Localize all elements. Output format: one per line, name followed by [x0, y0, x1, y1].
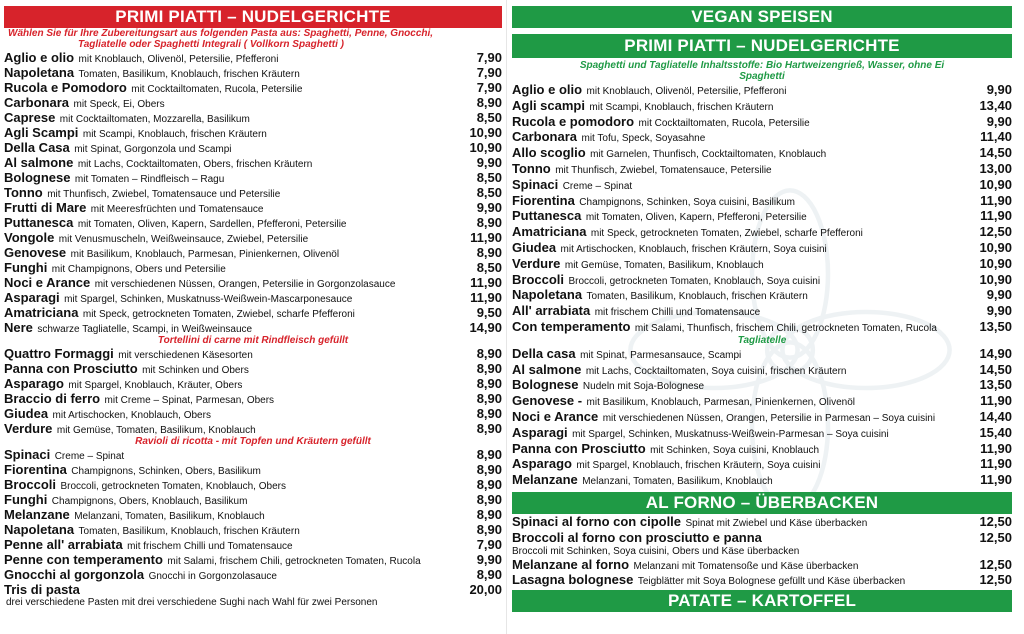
- dish-name: Braccio di ferro: [4, 391, 101, 406]
- tagliatelle-label: Tagliatelle: [737, 334, 787, 346]
- dish-price: 8,90: [476, 361, 502, 376]
- menu-item: [4, 406, 502, 421]
- patate-header: PATATE – KARTOFFEL: [512, 590, 1012, 612]
- menu-item: [4, 155, 502, 170]
- dish-name: Panna con Prosciutto: [512, 440, 646, 456]
- menu-item: [512, 362, 1012, 378]
- dish-price: 13,00: [979, 160, 1012, 176]
- menu-item: [4, 290, 502, 305]
- dish-name: Giudea: [512, 239, 557, 255]
- dish-name: Verdure: [4, 421, 53, 436]
- dish-price: 14,50: [979, 145, 1012, 161]
- dish-name: Funghi: [4, 492, 48, 507]
- menu-item: [4, 185, 502, 200]
- menu-item: [512, 98, 1012, 114]
- menu-item: [512, 319, 1012, 335]
- dish-description: mit Knoblauch, Olivenöl, Petersilie, Pfefferoni: [78, 54, 279, 65]
- dish-description: Champignons, Obers, Knoblauch, Basilikum: [51, 496, 248, 507]
- dish-price: 8,90: [476, 391, 502, 406]
- dish-price: 8,90: [476, 245, 502, 260]
- dish-name: Gnocchi al gorgonzola: [4, 567, 145, 582]
- dish-price: 11,90: [980, 393, 1012, 409]
- dish-name: Amatriciana: [512, 224, 587, 240]
- dish-description: mit Speck, getrockneten Tomaten, Zwiebel, scharfe Pfefferoni: [590, 228, 863, 240]
- dish-name: Tris di pasta: [4, 582, 80, 597]
- dish-description: mit Spinat, Parmesansauce, Scampi: [580, 349, 742, 361]
- dish-price: 11,40: [980, 129, 1012, 145]
- dish-price: 8,90: [476, 567, 502, 582]
- dish-name: Genovese: [4, 245, 67, 260]
- tortellini-list: [4, 346, 502, 436]
- dish-name: Allo scoglio: [512, 145, 586, 161]
- dish-name: Amatriciana: [4, 305, 79, 320]
- menu-item: [512, 572, 1012, 588]
- dish-description: mit Lachs, Cocktailtomaten, Soya cuisini, frischen Kräutern: [585, 365, 847, 377]
- dish-name: Napoletana: [4, 522, 75, 537]
- dish-description: Tomaten, Basilikum, Knoblauch, frischen Kräutern: [586, 291, 808, 303]
- dish-description: Champignons, Schinken, Soya cuisini, Basilikum: [579, 196, 795, 208]
- dish-description: mit Speck, Ei, Obers: [73, 99, 165, 110]
- dish-description: mit Lachs, Cocktailtomaten, Obers, frischen Kräutern: [77, 159, 313, 170]
- dish-name: Puttanesca: [4, 215, 74, 230]
- dish-name: Al salmone: [4, 155, 74, 170]
- dish-name: Aglio e olio: [4, 50, 75, 65]
- dish-name: Carbonara: [4, 95, 70, 110]
- dish-description: Creme – Spinat: [562, 180, 633, 192]
- menu-item: [512, 208, 1012, 224]
- menu-item: [4, 507, 502, 522]
- dish-price: 8,50: [476, 260, 502, 275]
- menu-item: [512, 272, 1012, 288]
- dish-name: Penne all' arrabiata: [4, 537, 123, 552]
- dish-price: 9,90: [986, 303, 1012, 319]
- dish-price: 10,90: [979, 271, 1012, 287]
- dish-description: mit verschiedenen Käsesorten: [118, 350, 253, 361]
- menu-item: [512, 177, 1012, 193]
- ingredients-note: Spaghetti und Tagliatelle Inhaltsstoffe: Bio Hartweizengrieß, Wasser, ohne Ei: [579, 60, 945, 71]
- dish-description: mit Spargel, Knoblauch, frischen Kräutern, Soya cuisini: [576, 460, 821, 472]
- menu-item: [512, 530, 1012, 546]
- menu-item: [512, 240, 1012, 256]
- vegan-header: VEGAN SPEISEN: [512, 6, 1012, 28]
- dish-name: Agli Scampi: [4, 125, 79, 140]
- menu-item: [4, 361, 502, 376]
- dish-price: 11,90: [470, 230, 502, 245]
- menu-item: [4, 537, 502, 552]
- dish-name: Asparago: [512, 456, 572, 472]
- pasta-choice-line-1: Wählen Sie für Ihre Zubereitungsart aus folgenden Pasta aus: Spaghetti, Penne, Gnocchi,: [8, 28, 434, 39]
- dish-name: Penne con temperamento: [4, 552, 163, 567]
- dish-description: mit Spinat, Gorgonzola und Scampi: [74, 144, 232, 155]
- dish-description: Broccoli, getrockneten Tomaten, Knoblauch, Obers: [60, 481, 286, 492]
- dish-description: mit Venusmuscheln, Weißweinsauce, Zwiebel, Petersilie: [58, 234, 309, 245]
- dish-name: Della casa: [512, 345, 576, 361]
- pasta-choice-note: [4, 28, 502, 50]
- dish-name: Tonno: [512, 160, 551, 176]
- dish-name: Frutti di Mare: [4, 200, 87, 215]
- dish-description: Broccoli, getrockneten Tomaten, Knoblauch, Soya cuisini: [568, 275, 821, 287]
- dish-price: 9,90: [986, 113, 1012, 129]
- dish-name: Asparago: [4, 376, 64, 391]
- dish-price: 10,90: [979, 176, 1012, 192]
- dish-name: Bolognese: [4, 170, 71, 185]
- dish-price: 9,90: [476, 552, 502, 567]
- dish-price: 7,90: [476, 80, 502, 95]
- dish-description: mit Cocktailtomaten, Rucola, Petersilie: [131, 84, 303, 95]
- dish-price: 20,00: [469, 582, 502, 597]
- ravioli-list: [4, 447, 502, 597]
- dish-price: 12,50: [979, 529, 1012, 545]
- dish-name: Broccoli: [4, 477, 57, 492]
- dish-description: Gnocchi in Gorgonzolasauce: [148, 571, 277, 582]
- menu-item: [4, 170, 502, 185]
- dish-description: mit Meeresfrüchten und Tomatensauce: [90, 204, 264, 215]
- dish-name: Melanzane: [4, 507, 70, 522]
- right-menu-column: [512, 0, 1012, 612]
- dish-name: Verdure: [512, 255, 561, 271]
- menu-item: [512, 129, 1012, 145]
- dish-description: mit Basilikum, Knoblauch, Parmesan, Pinienkernen, Olivenöl: [586, 397, 856, 409]
- dish-name: Melanzane: [512, 472, 578, 488]
- menu-item: [512, 377, 1012, 393]
- dish-name: Quattro Formaggi: [4, 346, 114, 361]
- dish-price: 12,50: [979, 224, 1012, 240]
- dish-name: Asparagi: [512, 424, 568, 440]
- dish-price: 8,90: [476, 462, 502, 477]
- dish-price: 8,50: [476, 185, 502, 200]
- menu-item: [4, 140, 502, 155]
- dish-description: Spinat mit Zwiebel und Käse überbacken: [685, 517, 868, 529]
- dish-name: Funghi: [4, 260, 48, 275]
- vegan-spaghetti-list: [512, 82, 1012, 335]
- menu-item: [512, 303, 1012, 319]
- dish-name: Tonno: [4, 185, 43, 200]
- dish-price: 8,90: [476, 376, 502, 391]
- dish-name: Panna con Prosciutto: [4, 361, 138, 376]
- dish-price: 14,50: [979, 361, 1012, 377]
- dish-price: 8,90: [476, 346, 502, 361]
- dish-price: 12,50: [979, 572, 1012, 588]
- dish-description: mit Gemüse, Tomaten, Basilikum, Knoblauch: [56, 425, 256, 436]
- menu-item: [4, 376, 502, 391]
- menu-item: [512, 224, 1012, 240]
- dish-price: 14,90: [979, 345, 1012, 361]
- dish-name: Genovese -: [512, 393, 583, 409]
- dish-description: mit Thunfisch, Zwiebel, Tomatensauce, Petersilie: [555, 164, 772, 176]
- menu-item: [512, 287, 1012, 303]
- dish-name: Asparagi: [4, 290, 60, 305]
- dish-name: Rucola e pomodoro: [512, 113, 635, 129]
- dish-description: mit Tofu, Speck, Soyasahne: [581, 133, 706, 145]
- dish-name: Con temperamento: [512, 318, 631, 334]
- menu-item: [4, 65, 502, 80]
- dish-price: 7,90: [476, 50, 502, 65]
- dish-price: 11,90: [470, 290, 502, 305]
- dish-name: Spinaci: [4, 447, 51, 462]
- dish-price: 9,90: [986, 287, 1012, 303]
- dish-price: 9,90: [476, 200, 502, 215]
- dish-description: mit Tomaten, Oliven, Kapern, Sardellen, Pfefferoni, Petersilie: [77, 219, 347, 230]
- dish-description: Melanzani, Tomaten, Basilikum, Knoblauch: [74, 511, 265, 522]
- dish-price: 14,40: [979, 408, 1012, 424]
- dish-description: mit Basilikum, Knoblauch, Parmesan, Pinienkernen, Olivenöl: [70, 249, 340, 260]
- dish-price: 10,90: [979, 255, 1012, 271]
- dish-price: 11,90: [980, 440, 1012, 456]
- dish-name: Melanzane al forno: [512, 556, 630, 572]
- menu-item: [512, 256, 1012, 272]
- menu-item: [4, 125, 502, 140]
- dish-name: Nere: [4, 320, 33, 335]
- dish-price: 9,90: [476, 155, 502, 170]
- dish-price: 8,90: [476, 447, 502, 462]
- dish-description: mit Tomaten – Rindfleisch – Ragu: [74, 174, 225, 185]
- menu-item: [4, 582, 502, 597]
- al-forno-list: [512, 514, 1012, 588]
- dish-description: mit Spargel, Schinken, Muskatnuss-Weißwein-Parmesan – Soya cuisini: [572, 428, 889, 440]
- menu-item: [4, 391, 502, 406]
- dish-name: Fiorentina: [4, 462, 67, 477]
- dish-price: 14,90: [469, 320, 502, 335]
- menu-item: [512, 193, 1012, 209]
- pasta-choice-line-2: Tagliatelle oder Spaghetti Integrali ( Vollkorn Spaghetti ): [78, 39, 344, 50]
- menu-item: [512, 441, 1012, 457]
- spaghetti-label: Spaghetti: [739, 71, 785, 82]
- dish-description: Teigblätter mit Soya Bolognese gefüllt und Käse überbacken: [637, 576, 906, 588]
- menu-item: [512, 145, 1012, 161]
- menu-item: [4, 80, 502, 95]
- dish-description: mit Champignons, Obers und Petersilie: [51, 264, 226, 275]
- dish-price: 11,90: [470, 275, 502, 290]
- dish-price: 8,90: [476, 406, 502, 421]
- dish-description: mit Salami, frischem Chili, getrockneten Tomaten, Rucola: [167, 556, 421, 567]
- dish-price: 11,90: [980, 456, 1012, 472]
- menu-item: [512, 114, 1012, 130]
- dish-name: Fiorentina: [512, 192, 575, 208]
- dish-price: 8,90: [476, 492, 502, 507]
- dish-description: mit Gemüse, Tomaten, Basilikum, Knoblauch: [564, 259, 764, 271]
- dish-price: 11,90: [980, 208, 1012, 224]
- dish-name: Della Casa: [4, 140, 70, 155]
- dish-name: Rucola e Pomodoro: [4, 80, 127, 95]
- dish-name: Napoletana: [512, 287, 583, 303]
- dish-description: mit Salami, Thunfisch, frischem Chili, getrockneten Tomaten, Rucola: [634, 322, 937, 334]
- dish-price: 7,90: [476, 65, 502, 80]
- dish-price: 8,90: [476, 477, 502, 492]
- dish-price: 8,90: [476, 421, 502, 436]
- dish-description: mit verschiedenen Nüssen, Orangen, Petersilie in Gorgonzolasauce: [94, 279, 396, 290]
- dish-name: Napoletana: [4, 65, 75, 80]
- dish-description: mit Speck, getrockneten Tomaten, Zwiebel, scharfe Pfefferoni: [82, 309, 355, 320]
- dish-description: mit Artischocken, Knoblauch, frischen Kräutern, Soya cuisini: [560, 243, 827, 255]
- dish-price: 13,50: [979, 377, 1012, 393]
- dish-description: mit Thunfisch, Zwiebel, Tomatensauce und Petersilie: [47, 189, 281, 200]
- dish-price: 10,90: [979, 239, 1012, 255]
- dish-price: 11,90: [980, 192, 1012, 208]
- menu-item: [512, 393, 1012, 409]
- dish-name: Aglio e olio: [512, 82, 583, 97]
- al-forno-header: AL FORNO – ÜBERBACKEN: [512, 492, 1012, 514]
- dish-price: 15,40: [979, 424, 1012, 440]
- tris-note: drei verschiedene Pasten mit drei verschiedene Sughi nach Wahl für zwei Personen: [6, 597, 378, 608]
- dish-description: Melanzani mit Tomatensoße und Käse überbacken: [633, 560, 859, 572]
- menu-item: [4, 492, 502, 507]
- dish-price: 12,50: [979, 513, 1012, 529]
- left-menu-column: [4, 0, 502, 608]
- dish-description: mit Knoblauch, Olivenöl, Petersilie, Pfefferoni: [586, 86, 787, 97]
- dish-price: 8,90: [476, 95, 502, 110]
- menu-item: [512, 82, 1012, 98]
- dish-name: Giudea: [4, 406, 49, 421]
- menu-item: [4, 567, 502, 582]
- menu-item: [4, 346, 502, 361]
- dish-description: mit Scampi, Knoblauch, frischen Kräutern: [82, 129, 267, 140]
- menu-item: [4, 447, 502, 462]
- dish-description: Creme – Spinat: [54, 451, 125, 462]
- menu-item: [4, 552, 502, 567]
- dish-price: 9,50: [476, 305, 502, 320]
- dish-price: 8,50: [476, 170, 502, 185]
- pasta-list: [4, 50, 502, 335]
- dish-price: 12,50: [979, 556, 1012, 572]
- dish-description: Champignons, Schinken, Obers, Basilikum: [71, 466, 261, 477]
- menu-item: [4, 260, 502, 275]
- vegan-primi-header: PRIMI PIATTI – NUDELGERICHTE: [512, 34, 1012, 58]
- menu-item: [4, 95, 502, 110]
- dish-description: schwarze Tagliatelle, Scampi, in Weißweinsauce: [37, 324, 253, 335]
- dish-price: 8,90: [476, 215, 502, 230]
- menu-item: [4, 230, 502, 245]
- dish-description: Tomaten, Basilikum, Knoblauch, frischen Kräutern: [78, 69, 300, 80]
- menu-item: [512, 557, 1012, 573]
- dish-price: 7,90: [476, 537, 502, 552]
- menu-item: [4, 320, 502, 335]
- dish-name: Broccoli al forno con prosciutto e panna: [512, 529, 762, 545]
- dish-description: mit verschiedenen Nüssen, Orangen, Petersilie in Parmesan – Soya cuisini: [602, 412, 936, 424]
- dish-name: Caprese: [4, 110, 56, 125]
- dish-description: mit frischem Chilli und Tomatensauce: [127, 541, 293, 552]
- menu-item: [4, 462, 502, 477]
- dish-name: Bolognese: [512, 377, 579, 393]
- dish-price: 8,90: [476, 522, 502, 537]
- dish-description: mit frischem Chilli und Tomatensauce: [594, 307, 761, 319]
- menu-item: [4, 275, 502, 290]
- dish-description: Tomaten, Basilikum, Knoblauch, frischen Kräutern: [78, 526, 300, 537]
- dish-description: mit Schinken, Soya cuisini, Knoblauch: [650, 444, 820, 456]
- dish-price: 11,90: [980, 472, 1012, 488]
- dish-name: Vongole: [4, 230, 55, 245]
- dish-description: mit Artischocken, Knoblauch, Obers: [52, 410, 211, 421]
- menu-item: [512, 456, 1012, 472]
- dish-price: 10,90: [469, 125, 502, 140]
- menu-item: [4, 477, 502, 492]
- dish-name: Noci e Arance: [4, 275, 91, 290]
- menu-item: [512, 409, 1012, 425]
- menu-item: [4, 421, 502, 436]
- dish-price: 9,90: [986, 82, 1012, 97]
- dish-price: 13,50: [979, 318, 1012, 334]
- dish-price: 13,40: [979, 97, 1012, 113]
- dish-name: Broccoli: [512, 271, 565, 287]
- dish-description: Nudeln mit Soja-Bolognese: [582, 381, 705, 393]
- dish-description: mit Spargel, Schinken, Muskatnuss-Weißwein-Mascarponesauce: [64, 294, 353, 305]
- dish-description: Melanzani, Tomaten, Basilikum, Knoblauch: [582, 476, 773, 488]
- menu-item: [512, 161, 1012, 177]
- dish-description: mit Cocktailtomaten, Rucola, Petersilie: [638, 117, 810, 129]
- dish-name: All' arrabiata: [512, 303, 591, 319]
- dish-name: Carbonara: [512, 129, 578, 145]
- dish-name: Al salmone: [512, 361, 582, 377]
- ravioli-label: Ravioli di ricotta - mit Topfen und Kräutern gefüllt: [135, 436, 371, 447]
- dish-name: Agli scampi: [512, 97, 585, 113]
- vegan-tagliatelle-list: [512, 346, 1012, 488]
- dish-description: mit Tomaten, Oliven, Kapern, Pfefferoni, Petersilie: [585, 212, 807, 224]
- broccoli-forno-description: Broccoli mit Schinken, Soya cuisini, Obers und Käse überbacken: [512, 545, 800, 557]
- menu-item: [4, 215, 502, 230]
- dish-name: Spinaci: [512, 176, 559, 192]
- dish-name: Lasagna bolognese: [512, 572, 634, 588]
- menu-item: [512, 514, 1012, 530]
- dish-description: mit Cocktailtomaten, Mozzarella, Basilikum: [59, 114, 250, 125]
- menu-item: [4, 200, 502, 215]
- primi-piatti-header: PRIMI PIATTI – NUDELGERICHTE: [4, 6, 502, 28]
- dish-description: mit Schinken und Obers: [142, 365, 249, 376]
- column-divider: [506, 0, 507, 634]
- menu-item: [4, 305, 502, 320]
- dish-description: mit Scampi, Knoblauch, frischen Kräutern: [589, 101, 774, 113]
- dish-price: 8,50: [476, 110, 502, 125]
- menu-item: [4, 50, 502, 65]
- dish-price: 8,90: [476, 507, 502, 522]
- menu-item: [4, 110, 502, 125]
- dish-price: 10,90: [469, 140, 502, 155]
- dish-name: Puttanesca: [512, 208, 582, 224]
- menu-item: [4, 245, 502, 260]
- menu-item: [512, 425, 1012, 441]
- dish-description: mit Spargel, Knoblauch, Kräuter, Obers: [68, 380, 243, 391]
- menu-item: [512, 346, 1012, 362]
- dish-name: Spinaci al forno con cipolle: [512, 513, 682, 529]
- menu-item: [512, 472, 1012, 488]
- dish-description: mit Creme – Spinat, Parmesan, Obers: [104, 395, 275, 406]
- tortellini-label: Tortellini di carne mit Rindfleisch gefüllt: [157, 335, 349, 346]
- dish-name: Noci e Arance: [512, 408, 599, 424]
- menu-item: [4, 522, 502, 537]
- dish-description: mit Garnelen, Thunfisch, Cocktailtomaten, Knoblauch: [590, 149, 827, 161]
